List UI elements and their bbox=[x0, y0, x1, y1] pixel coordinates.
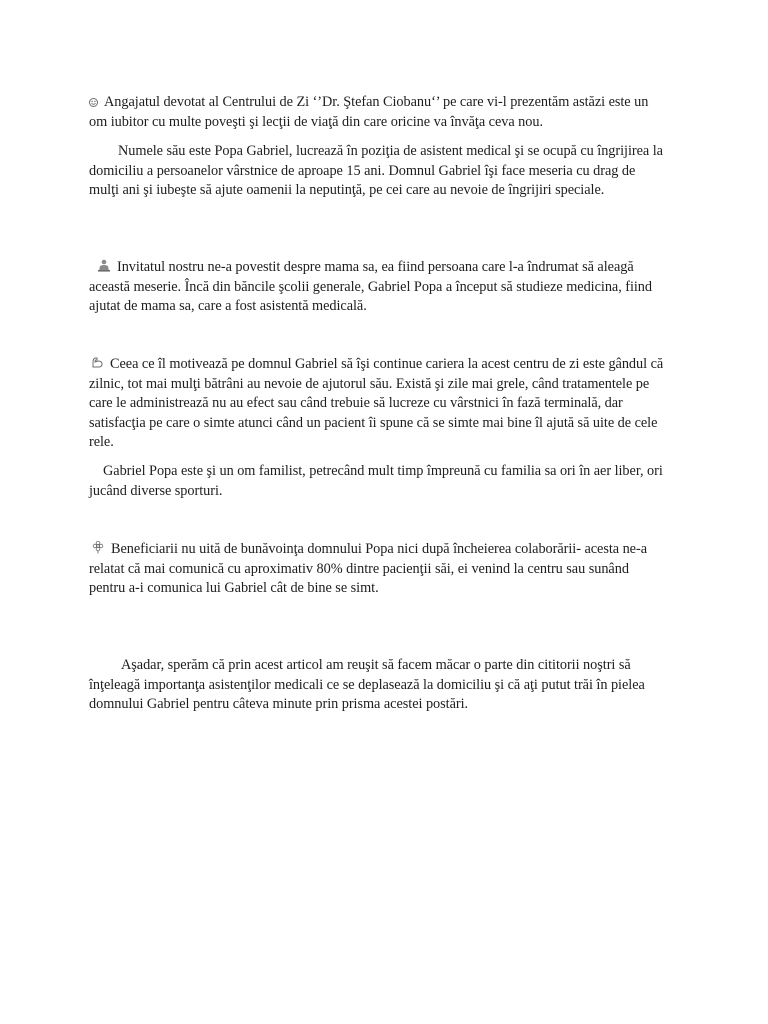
paragraph-name-text: Numele său este Popa Gabriel, lucrează în poziţia de asistent medical şi se ocupă cu îngrijirea la domiciliu a persoanelor vârstnice de aproape 15 ani. Domnul Gabriel îşi face meseria cu drag de mulţi ani şi iubeşte să ajute oamenii la neputinţă, pe cei care au nevoie de îngrijiri speciale. bbox=[89, 143, 663, 198]
paragraph-mother-text: Invitatul nostru ne-a povestit despre mama sa, ea fiind persoana care l-a îndrumat să aleagă această meserie. Încă din băncile şcolii generale, Gabriel Popa a început să studieze medicina, fiind ajutat de mama sa, care a fost asistentă medicală. bbox=[89, 259, 653, 314]
paragraph-beneficiaries bbox=[89, 540, 664, 599]
paragraph-motivation bbox=[89, 355, 664, 453]
flower-icon bbox=[91, 541, 105, 554]
muscle-icon bbox=[91, 356, 104, 369]
paragraph-conclusion bbox=[89, 656, 664, 715]
paragraph-family-text: Gabriel Popa este şi un om familist, petrecând mult timp împreună cu familia sa ori în aer liber, ori jucând diverse sporturi. bbox=[89, 463, 663, 499]
person-icon bbox=[97, 259, 111, 272]
paragraph-intro bbox=[89, 93, 664, 132]
paragraph-beneficiaries-text: Beneficiarii nu uită de bunăvoinţa domnului Popa nici după încheierea colaborării- acesta ne-a relatat că mai comunică cu aproximativ 80% dintre pacienţii săi, ei venind la centru sau sunând pentru a-i comunica lui Gabriel cât de bine se simt. bbox=[89, 541, 647, 596]
paragraph-conclusion-text: Aşadar, sperăm că prin acest articol am reuşit să facem măcar o parte din cititorii noştri să înţeleagă importanţa asistenţilor medicali ce se deplasează la domiciliu şi că aţi putut trăi în pielea domnului Gabriel pentru câteva minute prin prisma acestei postări. bbox=[89, 657, 645, 712]
paragraph-mother bbox=[89, 258, 664, 317]
paragraph-motivation-text: Ceea ce îl motivează pe domnul Gabriel să îşi continue cariera la acest centru de zi este gândul că zilnic, tot mai mulţi bătrâni au nevoie de ajutorul său. Există şi zile mai grele, când tratamentele pe care le administrează nu au efect sau când trebuie să lucreze cu vârstnici în fază terminală, dar satisfacţia pe care o simte atunci când un pacient îi spune că se simte mai bine îl ajută să uite de cele rele. bbox=[89, 356, 664, 450]
smiley-icon bbox=[89, 98, 98, 107]
paragraph-family bbox=[89, 462, 664, 501]
paragraph-name bbox=[89, 142, 664, 201]
paragraph-intro-text: Angajatul devotat al Centrului de Zi ‘’Dr. Ştefan Ciobanu‘’ pe care vi-l prezentăm astăzi este un om iubitor cu multe poveşti şi lecţii de viaţă din care oricine va învăţa ceva nou. bbox=[89, 94, 649, 130]
